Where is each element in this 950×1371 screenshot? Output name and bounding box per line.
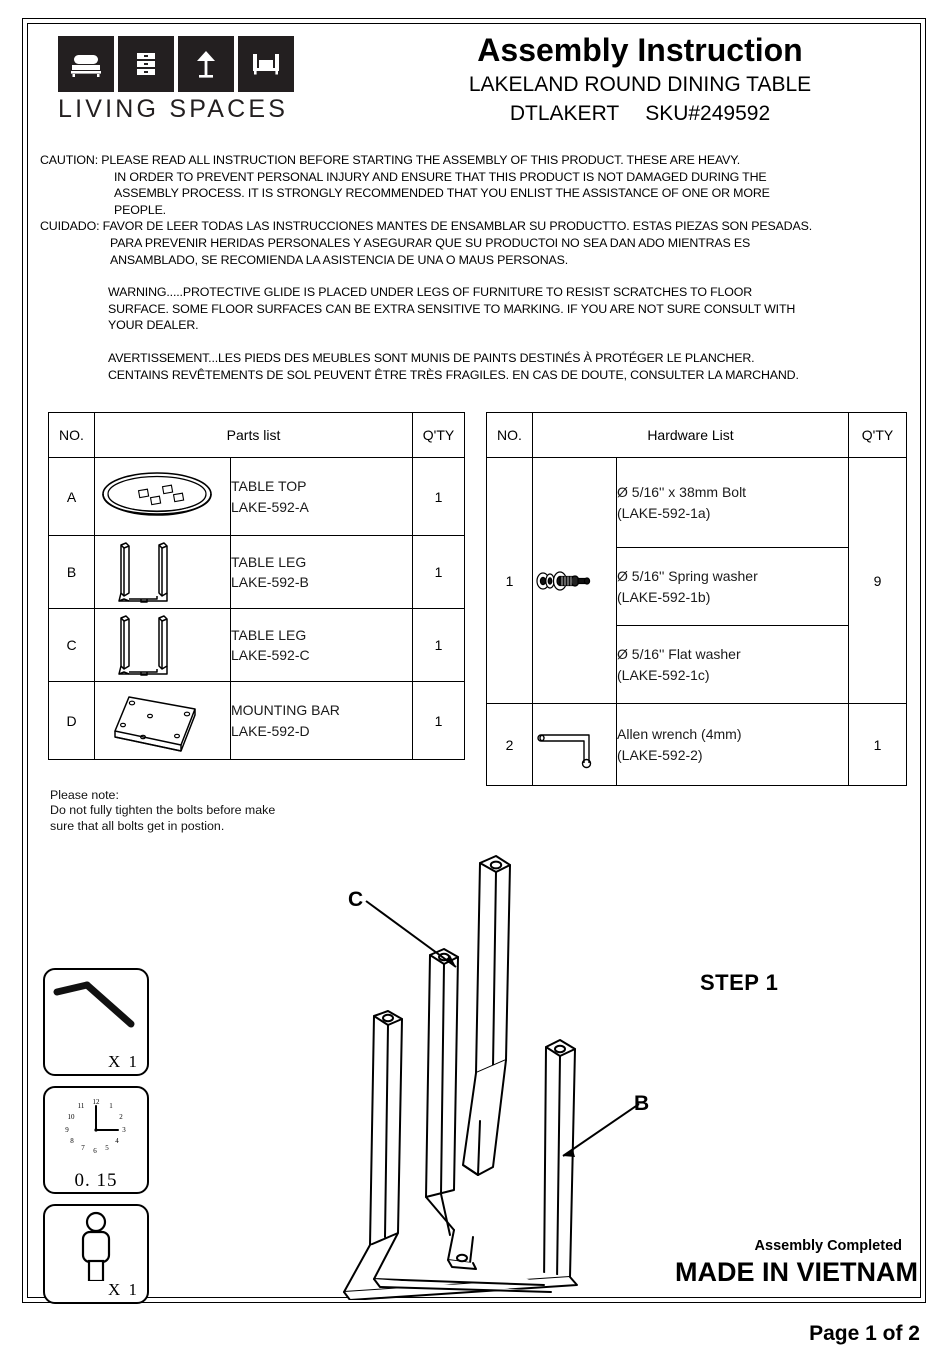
please-note-line2: sure that all bolts get in postion. (50, 818, 225, 833)
hardware-list-table (486, 412, 907, 786)
hardware-code: (LAKE-592-2) (617, 746, 703, 763)
hardware-name: Ø 5/16'' Spring washer (617, 568, 758, 585)
table-leg-icon (95, 609, 231, 682)
part-desc-d (231, 682, 413, 760)
callout-label-b: B (634, 1092, 650, 1115)
page-number: Page 1 of 2 (809, 1322, 920, 1345)
product-name: LAKELAND ROUND DINING TABLE (468, 72, 812, 96)
svg-text:6: 6 (93, 1147, 97, 1155)
cuidado-line-1: PARA PREVENIR HERIDAS PERSONALES Y ASEGURAR QUE SU PRODUCTOI NO SEA DAN ADO MIENTRAS ES (110, 235, 751, 250)
tool-box-wrench (43, 968, 149, 1076)
hardware-code: (LAKE-592-1b) (617, 588, 711, 605)
table-leg-icon (95, 536, 231, 609)
hardware-header-qty: Q'TY (849, 413, 907, 458)
page-title: Assembly Instruction (477, 32, 803, 68)
hardware-desc-1c (617, 626, 849, 704)
hardware-desc-1b (617, 548, 849, 626)
tool-box-time (43, 1086, 149, 1194)
please-note-block (50, 788, 275, 834)
bed-icon (58, 36, 114, 92)
part-no-c: C (49, 609, 95, 682)
part-name: TABLE TOP (231, 478, 307, 495)
svg-text:8: 8 (70, 1137, 74, 1145)
allen-wrench-icon (533, 704, 617, 786)
parts-list-table (48, 412, 465, 760)
table-row (49, 682, 465, 760)
svg-text:4: 4 (115, 1137, 119, 1145)
avertissement-block (40, 350, 916, 383)
made-in-label: MADE IN VIETNAM (675, 1257, 918, 1287)
part-desc-b (231, 536, 413, 609)
part-qty-b: 1 (413, 536, 465, 609)
sofa-icon (238, 36, 294, 92)
svg-text:12: 12 (92, 1098, 100, 1106)
parts-header-no: NO. (49, 413, 95, 458)
svg-text:1: 1 (109, 1102, 113, 1110)
hardware-header-title: Hardware List (533, 413, 849, 458)
parts-header-qty: Q'TY (413, 413, 465, 458)
wrench-count: X 1 (107, 1052, 139, 1071)
part-code: LAKE-592-B (231, 574, 309, 590)
brand-name: LIVING SPACES (58, 95, 289, 123)
assembly-completed-label: Assembly Completed (754, 1238, 902, 1254)
hardware-qty-1: 9 (849, 458, 907, 704)
time-estimate: 0. 15 (74, 1170, 118, 1191)
warning-line-0: WARNING.....PROTECTIVE GLIDE IS PLACED UNDER LEGS OF FURNITURE TO RESIST SCRATCHES TO FLOOR (108, 285, 753, 300)
model-code: DTLAKERT (509, 102, 620, 126)
part-no-a: A (49, 458, 95, 536)
hardware-name: Allen wrench (4mm) (617, 726, 742, 743)
part-no-b: B (49, 536, 95, 609)
brand-logo (58, 36, 298, 124)
part-code: LAKE-592-A (231, 498, 309, 515)
nightstand-icon (118, 36, 174, 92)
warning-line-1: SURFACE. SOME FLOOR SURFACES CAN BE EXTRA SENSITIVE TO MARKING. IF YOU ARE NOT SURE CONSULT WITH (108, 301, 796, 316)
table-row (49, 536, 465, 609)
part-code: LAKE-592-D (231, 722, 310, 739)
title-block (370, 32, 910, 128)
part-code: LAKE-592-C (231, 647, 310, 663)
svg-text:5: 5 (105, 1144, 109, 1152)
step-label: STEP 1 (700, 970, 779, 995)
table-row (49, 458, 465, 536)
person-icon (45, 1209, 147, 1281)
hardware-name: Ø 5/16'' Flat washer (617, 646, 741, 663)
please-note-line1: Do not fully tighten the bolts before make (50, 803, 276, 818)
table-top-icon (95, 458, 231, 536)
svg-text:11: 11 (77, 1102, 85, 1110)
tool-box-person (43, 1204, 149, 1304)
logo-icon-row (58, 36, 298, 92)
notice-spacer-2 (40, 334, 916, 350)
safety-notices (40, 152, 916, 383)
caution-line-3: PEOPLE. (114, 202, 166, 217)
mounting-bar-icon (95, 682, 231, 760)
page-header (40, 32, 910, 150)
hardware-code: (LAKE-592-1c) (617, 666, 710, 683)
warning-block (40, 284, 916, 334)
bolt-washer-icon (533, 458, 617, 704)
svg-text:9: 9 (65, 1126, 69, 1134)
avertissement-line-1: CENTAINS REVÊTEMENTS DE SOL PEUVENT ÊTRE TRÈS FRAGILES. EN CAS DE DOUTE, CONSULTER LA MARCHAND. (108, 367, 799, 382)
hardware-desc-1a (617, 458, 849, 548)
cuidado-line-2: ANSAMBLADO, SE RECOMIENDA LA ASISTENCIA DE UNA O MAUS PERSONAS. (110, 252, 569, 267)
part-name: TABLE LEG (231, 626, 307, 643)
part-no-d: D (49, 682, 95, 760)
caution-line-2: ASSEMBLY PROCESS. IT IS STRONGLY RECOMMENDED THAT YOU ENLIST THE ASSISTANCE OF ONE OR MORE (114, 186, 770, 201)
part-qty-d: 1 (413, 682, 465, 760)
hardware-header-no: NO. (487, 413, 533, 458)
hardware-qty-2: 1 (849, 704, 907, 786)
callout-label-c: C (348, 888, 364, 911)
part-qty-c: 1 (413, 609, 465, 682)
cuidado-line-0: CUIDADO: FAVOR DE LEER TODAS LAS INSTRUCCIONES MANTES DE ENSAMBLAR SU PRODUCTTO. ESTAS PIEZAS SON PESADAS. (40, 219, 812, 234)
caution-line-0: CAUTION: PLEASE READ ALL INSTRUCTION BEFORE STARTING THE ASSEMBLY OF THIS PRODUCT. THESE ARE HEAVY. (40, 153, 741, 167)
hardware-name: Ø 5/16'' x 38mm Bolt (617, 484, 747, 501)
notice-spacer (40, 268, 916, 284)
lamp-icon (178, 36, 234, 92)
hardware-code: (LAKE-592-1a) (617, 504, 711, 521)
parts-header-row (49, 413, 465, 458)
parts-header-title: Parts list (95, 413, 413, 458)
clock-icon (45, 1088, 147, 1164)
please-note-heading: Please note: (50, 788, 119, 802)
part-name: TABLE LEG (231, 553, 307, 570)
hardware-header-row (487, 413, 907, 458)
callout-line-c (362, 895, 472, 975)
table-row (487, 704, 907, 786)
cuidado-block (40, 218, 916, 268)
part-qty-a: 1 (413, 458, 465, 536)
hardware-no-1: 1 (487, 458, 533, 704)
avertissement-line-0: AVERTISSEMENT...LES PIEDS DES MEUBLES SONT MUNIS DE PAINTS DESTINÉS À PROTÉGER LE PLANCHER. (108, 350, 755, 365)
svg-text:10: 10 (67, 1113, 75, 1121)
person-count: X 1 (107, 1280, 139, 1299)
model-sku-line (370, 100, 910, 128)
svg-text:3: 3 (122, 1126, 126, 1134)
hardware-no-2: 2 (487, 704, 533, 786)
warning-line-2: YOUR DEALER. (108, 318, 199, 333)
caution-line-1: IN ORDER TO PREVENT PERSONAL INJURY AND ENSURE THAT THIS PRODUCT IS NOT DAMAGED DURING THE (114, 169, 767, 184)
part-name: MOUNTING BAR (231, 702, 340, 719)
part-desc-c (231, 609, 413, 682)
svg-text:7: 7 (81, 1144, 85, 1152)
table-row (49, 609, 465, 682)
hardware-desc-2 (617, 704, 849, 786)
caution-block (40, 152, 916, 218)
table-row (487, 458, 907, 548)
sku-code: SKU#249592 (645, 102, 771, 126)
svg-text:2: 2 (119, 1113, 123, 1121)
part-desc-a (231, 458, 413, 536)
